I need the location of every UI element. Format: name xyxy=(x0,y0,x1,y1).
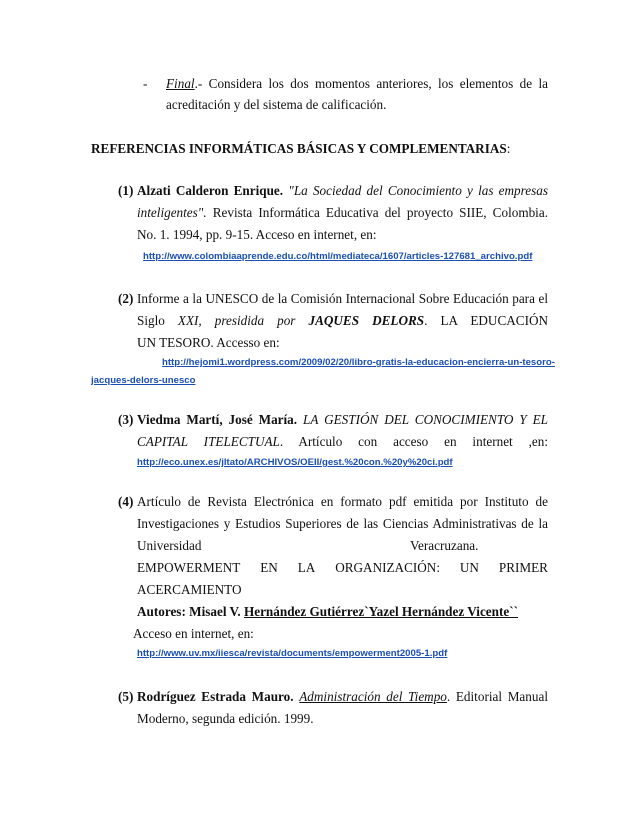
ref2-line-2 xyxy=(137,313,548,330)
ref1-number: (1) xyxy=(118,183,134,198)
ref5-line-1 xyxy=(137,689,548,706)
list-dash: - xyxy=(143,76,148,91)
ref1-line-1 xyxy=(137,183,548,200)
ref5-title: Administración del Tiempo xyxy=(299,689,447,704)
ref4-number: (4) xyxy=(118,494,134,509)
ref1-line-2 xyxy=(137,205,548,222)
ref4-line-5: ACERCAMIENTO xyxy=(137,582,242,597)
ref4-authors-names: Hernández Gutiérrez`Yazel Hernández Vicente`` xyxy=(243,604,519,619)
final-text-1: .- Considera los dos momentos anteriores, los elementos de la xyxy=(194,76,548,91)
ref4-line-4 xyxy=(137,560,548,576)
ref4-word: ORGANIZACIÓN: xyxy=(335,560,440,575)
ref4-access: Acceso en internet, en: xyxy=(133,626,254,641)
ref3-title-2: CAPITAL ITELECTUAL xyxy=(137,434,280,449)
ref5-number: (5) xyxy=(118,689,134,704)
ref4-veracruzana: Veracruzana. xyxy=(410,538,479,553)
ref2-url-link-2[interactable]: jacques-delors-unesco xyxy=(91,375,196,386)
ref2-number: (2) xyxy=(118,291,134,306)
ref3-url-link[interactable]: http://eco.unex.es/jltato/ARCHIVOS/OEII/gest.%20con.%20y%20ci.pdf xyxy=(137,457,453,468)
ref2-title: . LA EDUCACIÓN xyxy=(424,313,548,328)
ref1-author: Alzati Calderon Enrique. xyxy=(137,183,284,198)
ref3-line-2 xyxy=(137,434,548,451)
ref3-line-1 xyxy=(137,412,548,429)
ref4-word: PRIMER xyxy=(498,560,548,575)
ref1-line-3: No. 1. 1994, pp. 9-15. Acceso en internet, en: xyxy=(137,227,377,242)
ref1-rest-2: Revista Informática Educativa del proyecto SIIE, Colombia. xyxy=(212,205,548,220)
section-heading xyxy=(91,141,510,157)
ref4-word: LA xyxy=(297,560,316,575)
ref1-title-2: inteligentes". xyxy=(137,205,207,220)
final-item-line-2: acreditación y del sistema de calificación. xyxy=(166,97,387,112)
ref3-rest-2: . Artículo con acceso en internet ,en: xyxy=(279,434,548,449)
ref5-rest-1: . Editorial Manual xyxy=(446,689,548,704)
section-heading-text: REFERENCIAS INFORMÁTICAS BÁSICAS Y COMPLEMENTARIAS xyxy=(91,141,507,156)
ref2-siglo: Siglo xyxy=(137,313,165,328)
ref4-line-1: Artículo de Revista Electrónica en formato pdf emitida por Instituto de xyxy=(137,494,548,509)
ref4-authors xyxy=(137,604,518,620)
ref5-author: Rodríguez Estrada Mauro. xyxy=(137,689,294,704)
ref2-line-1: Informe a la UNESCO de la Comisión Internacional Sobre Educación para el xyxy=(137,291,548,306)
ref3-title-1: LA GESTIÓN DEL CONOCIMIENTO Y EL xyxy=(303,412,548,427)
ref4-word: EN xyxy=(260,560,278,575)
ref1-title-1: "La Sociedad del Conocimiento y las empresas xyxy=(288,183,548,198)
ref4-university: Universidad xyxy=(137,538,202,553)
ref4-line-2: Investigaciones y Estudios Superiores de las Ciencias Administrativas de la xyxy=(137,516,548,531)
final-item-line-1 xyxy=(166,76,548,93)
final-label: Final xyxy=(166,76,195,91)
ref3-author: Viedma Martí, José María. xyxy=(137,412,298,427)
ref5-line-2: Moderno, segunda edición. 1999. xyxy=(137,711,314,726)
ref2-line-3: UN TESORO. Accesso en: xyxy=(137,335,280,350)
ref3-number: (3) xyxy=(118,412,134,427)
ref2-siglo-xxi: XXI, presidida por xyxy=(177,313,296,328)
section-heading-colon: : xyxy=(506,141,511,156)
ref2-url-link-1[interactable]: http://hejomi1.wordpress.com/2009/02/20/libro-gratis-la-educacion-encierra-un-tesoro- xyxy=(162,357,555,368)
ref1-url-link[interactable]: http://www.colombiaaprende.edu.co/html/mediateca/1607/articles-127681_archivo.pdf xyxy=(143,251,533,262)
ref4-authors-label: Autores: Misael V. xyxy=(137,604,241,619)
ref4-word: UN xyxy=(459,560,479,575)
ref2-delors: JAQUES DELORS xyxy=(308,313,425,328)
ref4-word: EMPOWERMENT xyxy=(137,560,241,575)
ref4-url-link[interactable]: http://www.uv.mx/iiesca/revista/documents/empowerment2005-1.pdf xyxy=(137,648,448,659)
